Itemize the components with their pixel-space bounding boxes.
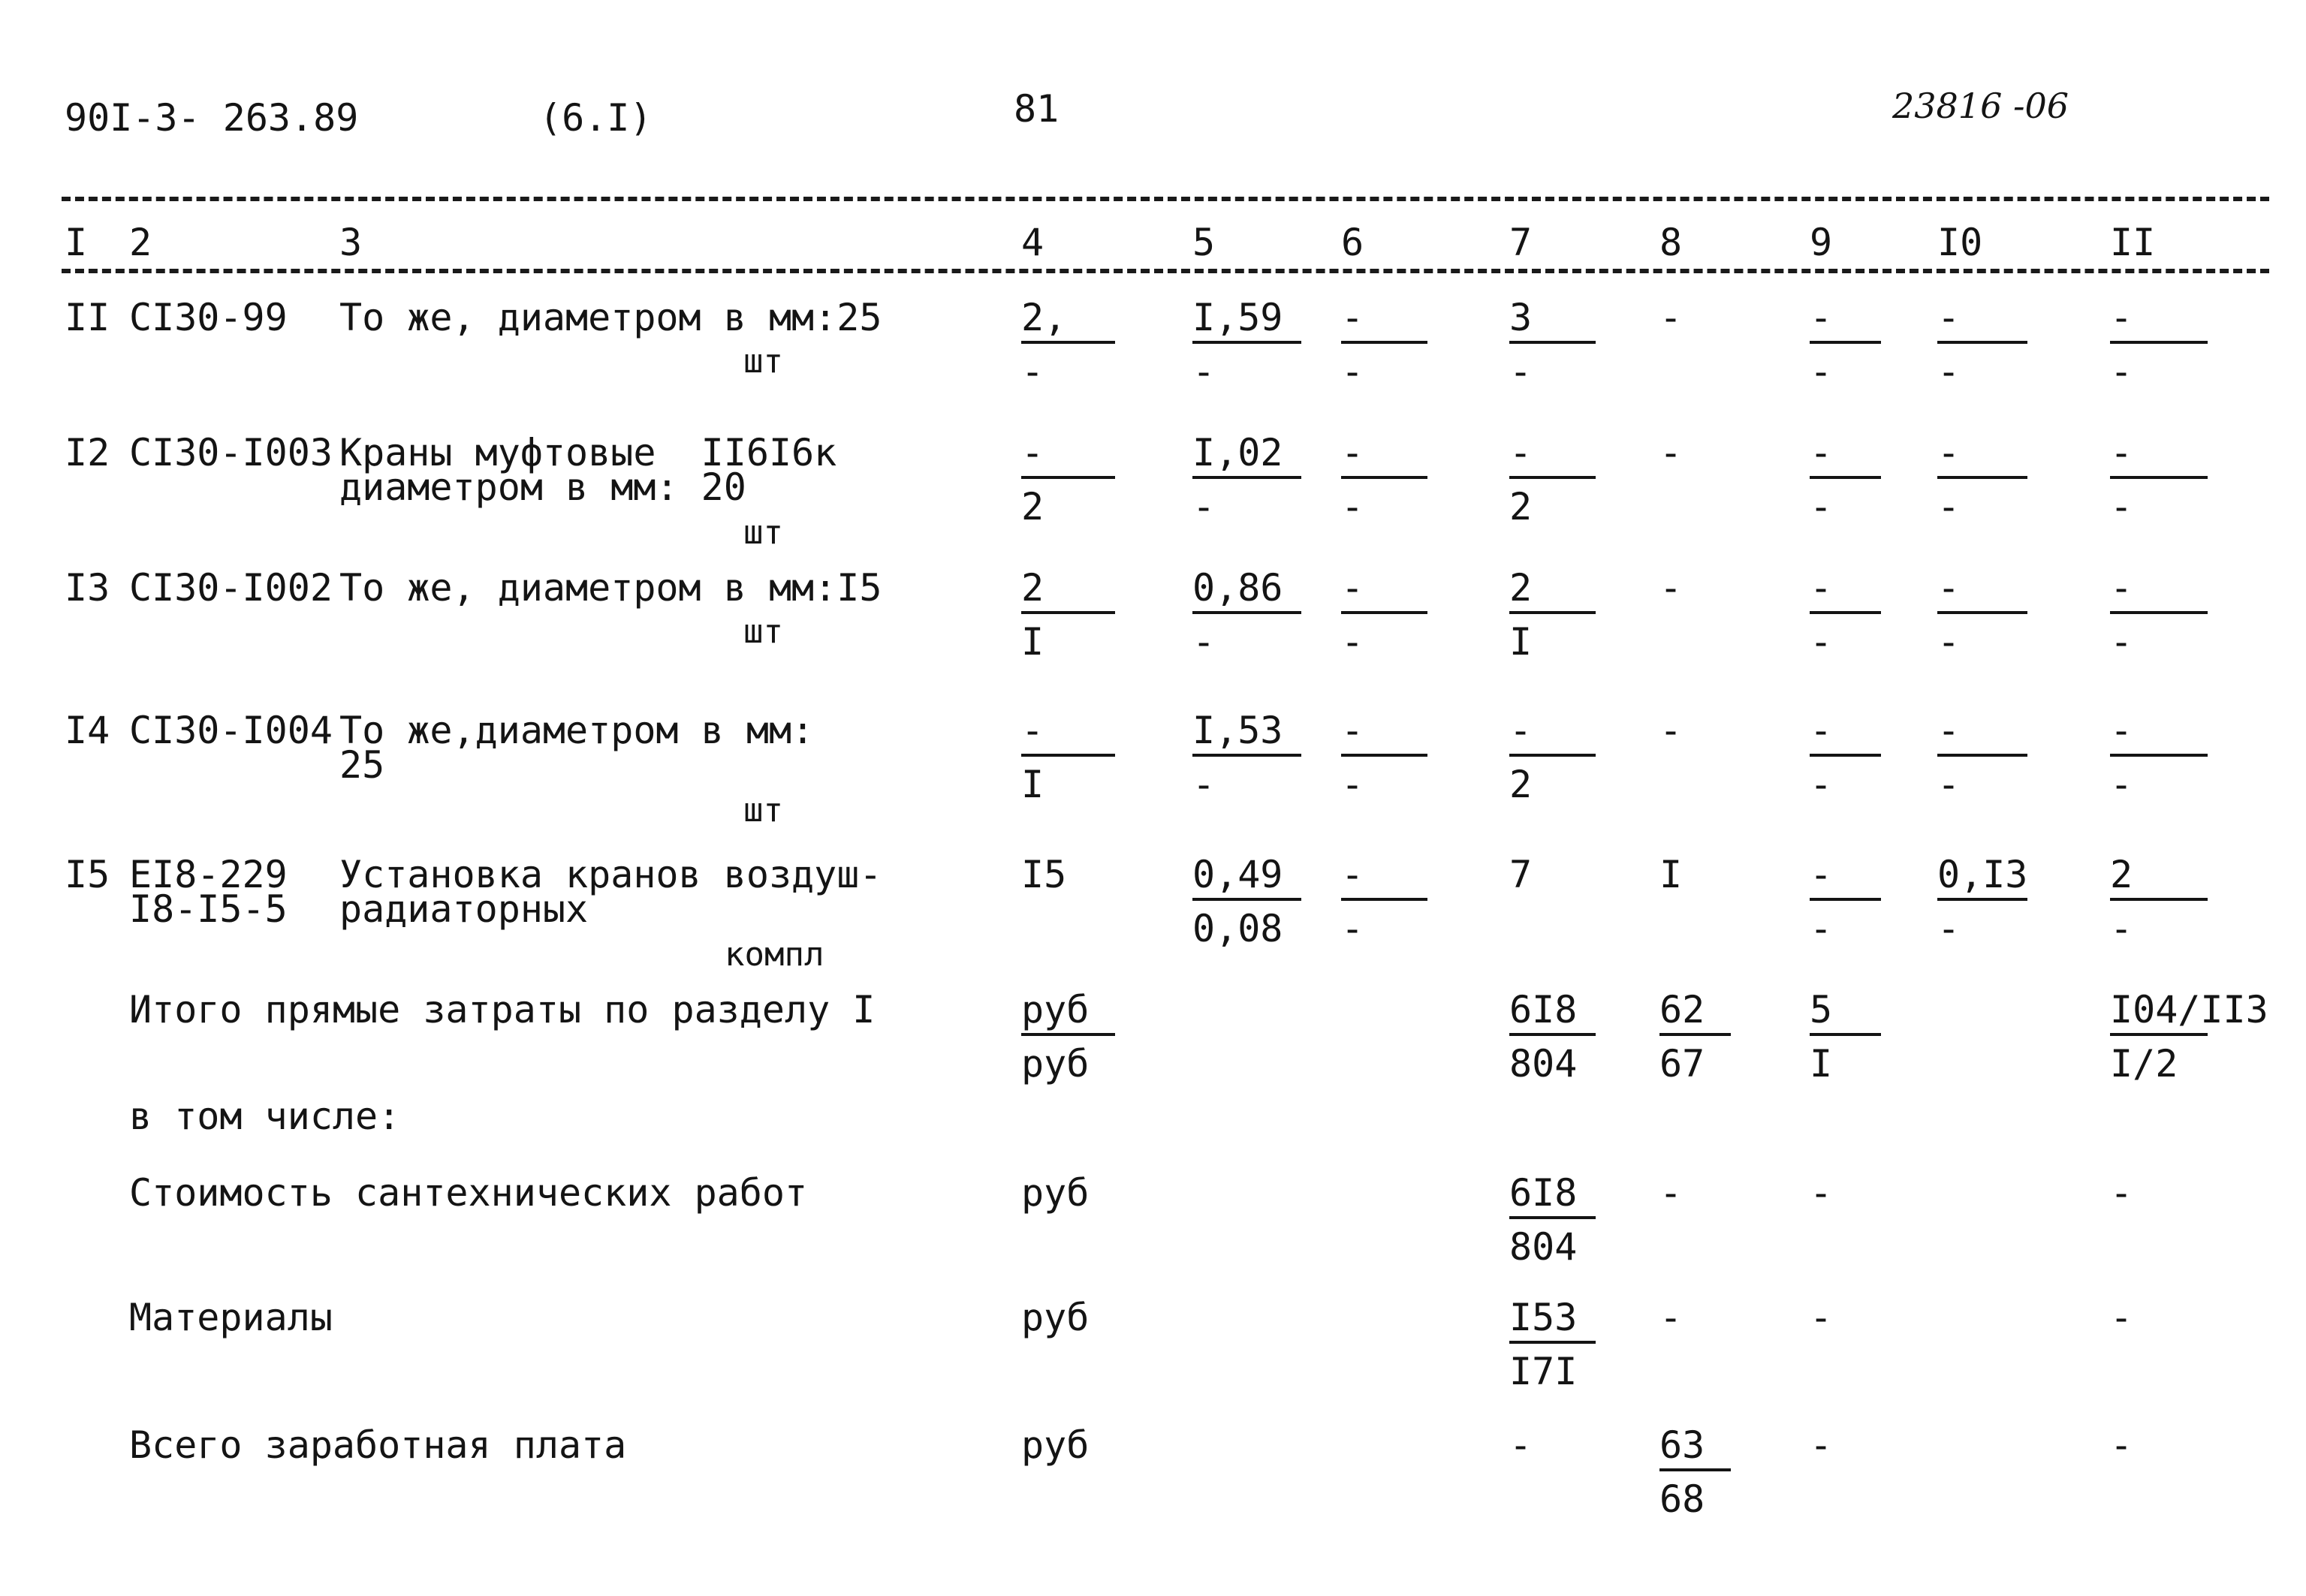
breakdown-label: Материалы	[129, 1296, 333, 1339]
cell-col-11-top: -	[2110, 569, 2208, 614]
cell-col-10	[1937, 853, 2028, 950]
breakdown-col-8-bottom: 68	[1659, 1477, 1705, 1521]
breakdown-col-9	[1810, 1171, 1881, 1231]
cell-col-6-top: -	[1341, 712, 1427, 757]
cell-col-10-bottom: -	[1937, 907, 1961, 950]
cell-col-6-top: -	[1341, 299, 1427, 344]
column-header-6: 6	[1341, 221, 1364, 264]
cell-col-9-top: -	[1810, 299, 1881, 344]
work-description: 25	[339, 743, 385, 787]
cell-col-9-bottom: -	[1810, 763, 1833, 806]
cell-col-8-top: -	[1659, 296, 1683, 339]
cell-col-7-bottom: 2	[1509, 763, 1533, 806]
breakdown-col-9	[1810, 1423, 1881, 1483]
cell-col-8	[1659, 853, 1731, 913]
cell-col-5-top: I,53	[1192, 712, 1301, 757]
cell-col-9-bottom: -	[1810, 350, 1833, 393]
breakdown-col-8-top: 63	[1659, 1426, 1731, 1471]
totals-unit-top: руб	[1021, 991, 1115, 1036]
cell-col-10-top: -	[1937, 434, 2027, 479]
cell-col-9-bottom: -	[1810, 485, 1833, 528]
breakdown-unit: руб	[1021, 1423, 1090, 1467]
cell-col-9-top: -	[1810, 856, 1881, 901]
cell-col-8	[1659, 431, 1731, 491]
cell-col-5-bottom: 0,08	[1192, 907, 1283, 950]
cell-col-7-bottom: I	[1509, 620, 1533, 664]
breakdown-col-7-top: I53	[1509, 1299, 1596, 1344]
breakdown-col-8-top: -	[1659, 1296, 1683, 1339]
cell-col-11	[2110, 709, 2208, 806]
cell-col-8	[1659, 296, 1731, 356]
breakdown-col-7	[1509, 1423, 1596, 1483]
cell-col-4-top: -	[1021, 712, 1115, 757]
cell-col-8	[1659, 709, 1731, 769]
unit-label: шт	[743, 342, 783, 381]
cell-col-6-top: -	[1341, 856, 1427, 901]
column-header-11: II	[2110, 221, 2156, 264]
cell-col-9-top: -	[1810, 569, 1881, 614]
cell-col-11-top: -	[2110, 434, 2208, 479]
cell-col-10-top: -	[1937, 569, 2027, 614]
cell-col-9	[1810, 566, 1881, 664]
cell-col-11	[2110, 566, 2208, 664]
cell-col-9-bottom: -	[1810, 620, 1833, 664]
cell-col-11	[2110, 853, 2208, 950]
column-header-5: 5	[1192, 221, 1216, 264]
estimate-code-secondary: I8-I5-5	[129, 887, 288, 931]
cell-col-8-top: I	[1659, 853, 1683, 896]
cell-col-4-top: -	[1021, 434, 1115, 479]
breakdown-col-8-top: -	[1659, 1171, 1683, 1215]
cell-col-10-bottom: -	[1937, 620, 1961, 664]
breakdown-col-8	[1659, 1296, 1731, 1356]
cell-col-4	[1021, 709, 1115, 806]
cell-col-6-top: -	[1341, 569, 1427, 614]
totals-col-8-top: 62	[1659, 991, 1731, 1036]
cell-col-5-bottom: -	[1192, 763, 1216, 806]
cell-col-6	[1341, 566, 1427, 664]
breakdown-col-9	[1810, 1296, 1881, 1356]
breakdown-col-11-top: -	[2110, 1171, 2133, 1215]
breakdown-col-7-bottom: 804	[1509, 1225, 1578, 1269]
cell-col-4-bottom: I	[1021, 763, 1044, 806]
cell-col-11-top: -	[2110, 299, 2208, 344]
column-header-2: 2	[129, 221, 152, 264]
cell-col-4-bottom: 2	[1021, 485, 1044, 528]
cell-col-4-top: 2	[1021, 569, 1115, 614]
cell-col-9-top: -	[1810, 712, 1881, 757]
cell-col-8-top: -	[1659, 566, 1683, 610]
totals-unit	[1021, 988, 1115, 1086]
unit-label: шт	[743, 513, 783, 552]
breakdown-col-11-top: -	[2110, 1423, 2133, 1467]
breakdown-col-11-top: -	[2110, 1296, 2133, 1339]
cell-col-11-top: 2	[2110, 856, 2208, 901]
estimate-code: CI30-I003	[129, 431, 333, 474]
cell-col-5-bottom: -	[1192, 620, 1216, 664]
estimate-code: CI30-I004	[129, 709, 333, 752]
breakdown-col-9-top: -	[1810, 1171, 1833, 1215]
cell-col-7-top: 3	[1509, 299, 1596, 344]
cell-col-9-top: -	[1810, 434, 1881, 479]
totals-col-8-bottom: 67	[1659, 1042, 1705, 1086]
cell-col-11-bottom: -	[2110, 350, 2133, 393]
cell-col-4	[1021, 296, 1115, 393]
cell-col-5-top: I,59	[1192, 299, 1301, 344]
cell-col-6-bottom: -	[1341, 907, 1364, 950]
cell-col-7-top: -	[1509, 434, 1596, 479]
cell-col-7-bottom: -	[1509, 350, 1533, 393]
unit-label: шт	[743, 613, 783, 651]
cell-col-6	[1341, 296, 1427, 393]
breakdown-label: Всего заработная плата	[129, 1423, 627, 1467]
cell-col-11-bottom: -	[2110, 763, 2133, 806]
cell-col-7-top: 7	[1509, 853, 1533, 896]
cell-col-5-top: I,02	[1192, 434, 1301, 479]
cell-col-9	[1810, 709, 1881, 806]
cell-col-8-top: -	[1659, 709, 1683, 752]
cell-col-7	[1509, 709, 1596, 806]
breakdown-col-9-top: -	[1810, 1296, 1833, 1339]
cell-col-11-bottom: -	[2110, 485, 2133, 528]
cell-col-10-bottom: -	[1937, 485, 1961, 528]
cell-col-11-top: -	[2110, 712, 2208, 757]
cell-col-6	[1341, 853, 1427, 950]
column-header-9: 9	[1810, 221, 1833, 264]
totals-col-9-bottom: I	[1810, 1042, 1833, 1086]
cell-col-9-bottom: -	[1810, 907, 1833, 950]
cell-col-4	[1021, 566, 1115, 664]
cell-col-10	[1937, 296, 2027, 393]
cell-col-5	[1192, 709, 1301, 806]
cell-col-5	[1192, 853, 1301, 950]
column-header-4: 4	[1021, 221, 1044, 264]
cell-col-11	[2110, 296, 2208, 393]
cell-col-6	[1341, 431, 1427, 528]
inventory-number: 23816 -06	[1892, 86, 2069, 126]
unit-label: компл	[725, 935, 824, 974]
breakdown-unit: руб	[1021, 1171, 1090, 1215]
cell-col-11	[2110, 431, 2208, 528]
cell-col-10-top: -	[1937, 712, 2027, 757]
column-header-10: I0	[1937, 221, 1983, 264]
cell-col-5	[1192, 566, 1301, 664]
cell-col-10-bottom: -	[1937, 350, 1961, 393]
cell-col-4	[1021, 853, 1115, 913]
totals-col-7-bottom: 804	[1509, 1042, 1578, 1086]
section-number: (6.I)	[539, 96, 653, 140]
row-number: I3	[65, 566, 110, 610]
cell-col-7	[1509, 296, 1596, 393]
cell-col-6-top: -	[1341, 434, 1427, 479]
document-code: 90I-3- 263.89	[65, 96, 359, 140]
work-description: То же, диаметром в мм:25	[339, 296, 882, 339]
breakdown-col-8	[1659, 1171, 1731, 1231]
breakdown-col-7-top: 6I8	[1509, 1174, 1596, 1219]
column-header-7: 7	[1509, 221, 1533, 264]
work-description: То же, диаметром в мм:I5	[339, 566, 882, 610]
unit-label: шт	[743, 791, 783, 830]
top-dashed-rule	[62, 197, 2269, 201]
cell-col-6-bottom: -	[1341, 485, 1364, 528]
totals-col-9	[1810, 988, 1881, 1086]
column-header-8: 8	[1659, 221, 1683, 264]
cell-col-5-top: 0,86	[1192, 569, 1301, 614]
row-number: II	[65, 296, 110, 339]
cell-col-4-top: I5	[1021, 853, 1067, 896]
cell-col-8	[1659, 566, 1731, 626]
breakdown-col-11	[2110, 1171, 2208, 1231]
cell-col-8-top: -	[1659, 431, 1683, 474]
cell-col-10-bottom: -	[1937, 763, 1961, 806]
cell-col-4	[1021, 431, 1115, 528]
cell-col-11-bottom: -	[2110, 620, 2133, 664]
breakdown-col-11	[2110, 1296, 2208, 1356]
totals-col-7-top: 6I8	[1509, 991, 1596, 1036]
column-header-1: I	[65, 221, 88, 264]
cell-col-7	[1509, 431, 1596, 528]
work-description: Установка кранов воздуш-	[339, 853, 882, 896]
cell-col-10	[1937, 431, 2027, 528]
breakdown-col-11	[2110, 1423, 2208, 1483]
cell-col-4-bottom: I	[1021, 620, 1044, 664]
row-number: I4	[65, 709, 110, 752]
including-label: в том числе:	[129, 1095, 401, 1138]
cell-col-9	[1810, 431, 1881, 528]
totals-col-11-top: I04/II3	[2110, 991, 2208, 1036]
header-dashed-rule	[62, 269, 2269, 273]
totals-col-11	[2110, 988, 2268, 1086]
totals-col-9-top: 5	[1810, 991, 1881, 1036]
cell-col-9	[1810, 296, 1881, 393]
cell-col-7-top: -	[1509, 712, 1596, 757]
cell-col-7	[1509, 853, 1596, 913]
cell-col-4-top: 2,	[1021, 299, 1115, 344]
cell-col-5	[1192, 296, 1301, 393]
breakdown-label: Стоимость сантехнических работ	[129, 1171, 808, 1215]
work-description: То же,диаметром в мм:	[339, 709, 815, 752]
cell-col-9	[1810, 853, 1881, 950]
cell-col-10-top: -	[1937, 299, 2027, 344]
cell-col-5-bottom: -	[1192, 350, 1216, 393]
estimate-code: CI30-99	[129, 296, 288, 339]
work-description: Краны муфтовые II6I6к	[339, 431, 837, 474]
totals-label: Итого прямые затраты по разделу I	[129, 988, 876, 1031]
cell-col-6-bottom: -	[1341, 763, 1364, 806]
cell-col-10	[1937, 709, 2027, 806]
work-description: радиаторных	[339, 887, 589, 931]
cell-col-5-top: 0,49	[1192, 856, 1301, 901]
column-header-3: 3	[339, 221, 363, 264]
estimate-code: CI30-I002	[129, 566, 333, 610]
cell-col-11-bottom: -	[2110, 907, 2133, 950]
cell-col-6-bottom: -	[1341, 620, 1364, 664]
breakdown-col-9-top: -	[1810, 1423, 1833, 1467]
work-description: диаметром в мм: 20	[339, 465, 746, 509]
breakdown-col-7-top: -	[1509, 1423, 1533, 1467]
cell-col-7-top: 2	[1509, 569, 1596, 614]
cell-col-6-bottom: -	[1341, 350, 1364, 393]
totals-col-7	[1509, 988, 1596, 1086]
breakdown-col-7	[1509, 1171, 1596, 1269]
totals-col-11-bottom: I/2	[2110, 1042, 2178, 1086]
cell-col-6	[1341, 709, 1427, 806]
cell-col-10-top: 0,I3	[1937, 856, 2027, 901]
row-number: I2	[65, 431, 110, 474]
cell-col-10	[1937, 566, 2027, 664]
breakdown-col-7	[1509, 1296, 1596, 1393]
breakdown-col-7-bottom: I7I	[1509, 1350, 1578, 1393]
cell-col-7	[1509, 566, 1596, 664]
totals-unit-bottom: руб	[1021, 1042, 1090, 1086]
cell-col-5-bottom: -	[1192, 485, 1216, 528]
totals-col-8	[1659, 988, 1731, 1086]
estimate-code: EI8-229	[129, 853, 288, 896]
breakdown-unit: руб	[1021, 1296, 1090, 1339]
cell-col-7-bottom: 2	[1509, 485, 1533, 528]
row-number: I5	[65, 853, 110, 896]
cell-col-4-bottom: -	[1021, 350, 1044, 393]
page-number: 81	[1014, 87, 1060, 131]
breakdown-col-8	[1659, 1423, 1731, 1521]
cell-col-5	[1192, 431, 1301, 528]
